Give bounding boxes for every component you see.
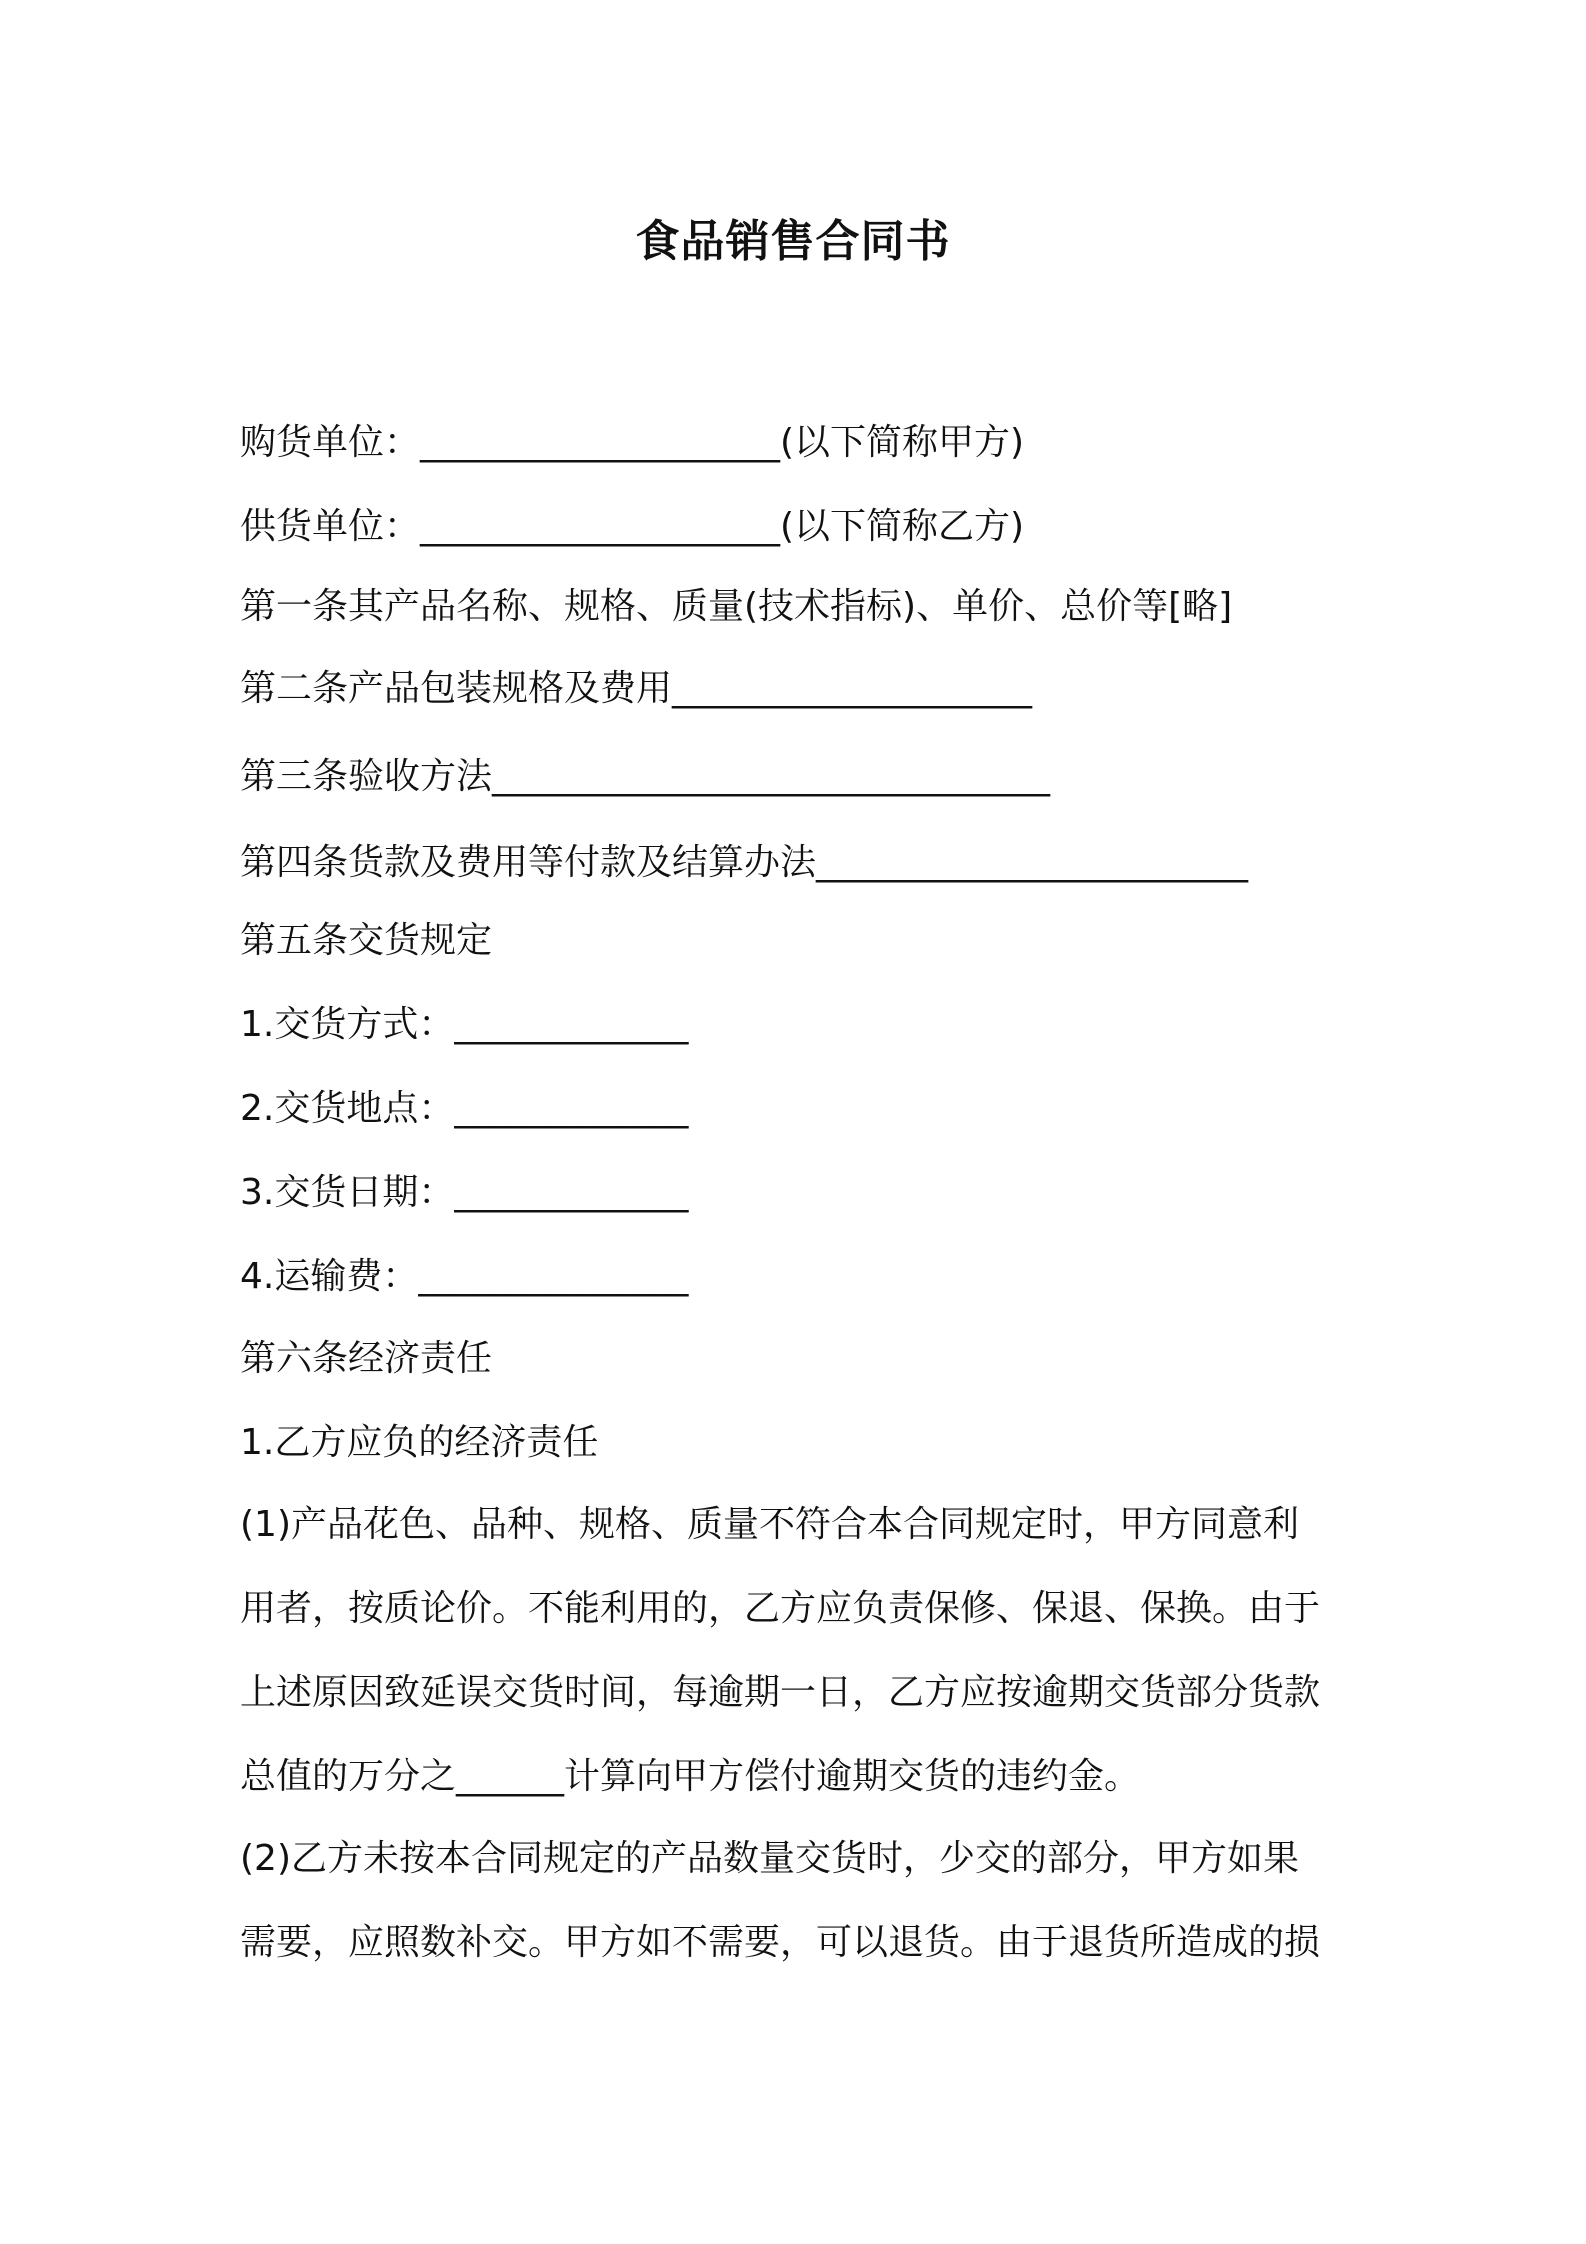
buyer-line: 购货单位：____________________(以下简称甲方): [240, 422, 1025, 463]
clause-1-line-3: 上述原因致延误交货时间，每逾期一日，乙方应按逾期交货部分货款: [240, 1672, 1321, 1713]
document-title: 食品销售合同书: [635, 216, 951, 267]
article-5: 第五条交货规定: [240, 920, 493, 961]
article-6: 第六条经济责任: [240, 1338, 493, 1379]
article-2: 第二条产品包装规格及费用____________________: [240, 668, 1033, 709]
clause-2-line-2: 需要，应照数补交。甲方如不需要，可以退货。由于退货所造成的损: [240, 1922, 1321, 1963]
shipping-cost-line: 4.运输费：_______________: [240, 1256, 689, 1297]
article-1: 第一条其产品名称、规格、质量(技术指标)、单价、总价等[略]: [240, 586, 1233, 627]
clause-1-line-4: 总值的万分之______计算向甲方偿付逾期交货的违约金。: [240, 1756, 1141, 1797]
article-4: 第四条货款及费用等付款及结算办法________________________: [240, 842, 1249, 883]
delivery-location-line: 2.交货地点：_____________: [240, 1088, 689, 1129]
supplier-line: 供货单位：____________________(以下简称乙方): [240, 506, 1025, 547]
clause-1-line-2: 用者，按质论价。不能利用的，乙方应负责保修、保退、保换。由于: [240, 1588, 1321, 1629]
clause-1-line-1: (1)产品花色、品种、规格、质量不符合本合同规定时，甲方同意利: [240, 1504, 1299, 1545]
clause-2-line-1: (2)乙方未按本合同规定的产品数量交货时，少交的部分，甲方如果: [240, 1838, 1299, 1879]
delivery-date-line: 3.交货日期：_____________: [240, 1172, 689, 1213]
delivery-method-line: 1.交货方式：_____________: [240, 1004, 689, 1045]
article-3: 第三条验收方法_______________________________: [240, 756, 1051, 797]
party-b-liability-heading: 1.乙方应负的经济责任: [240, 1422, 599, 1463]
